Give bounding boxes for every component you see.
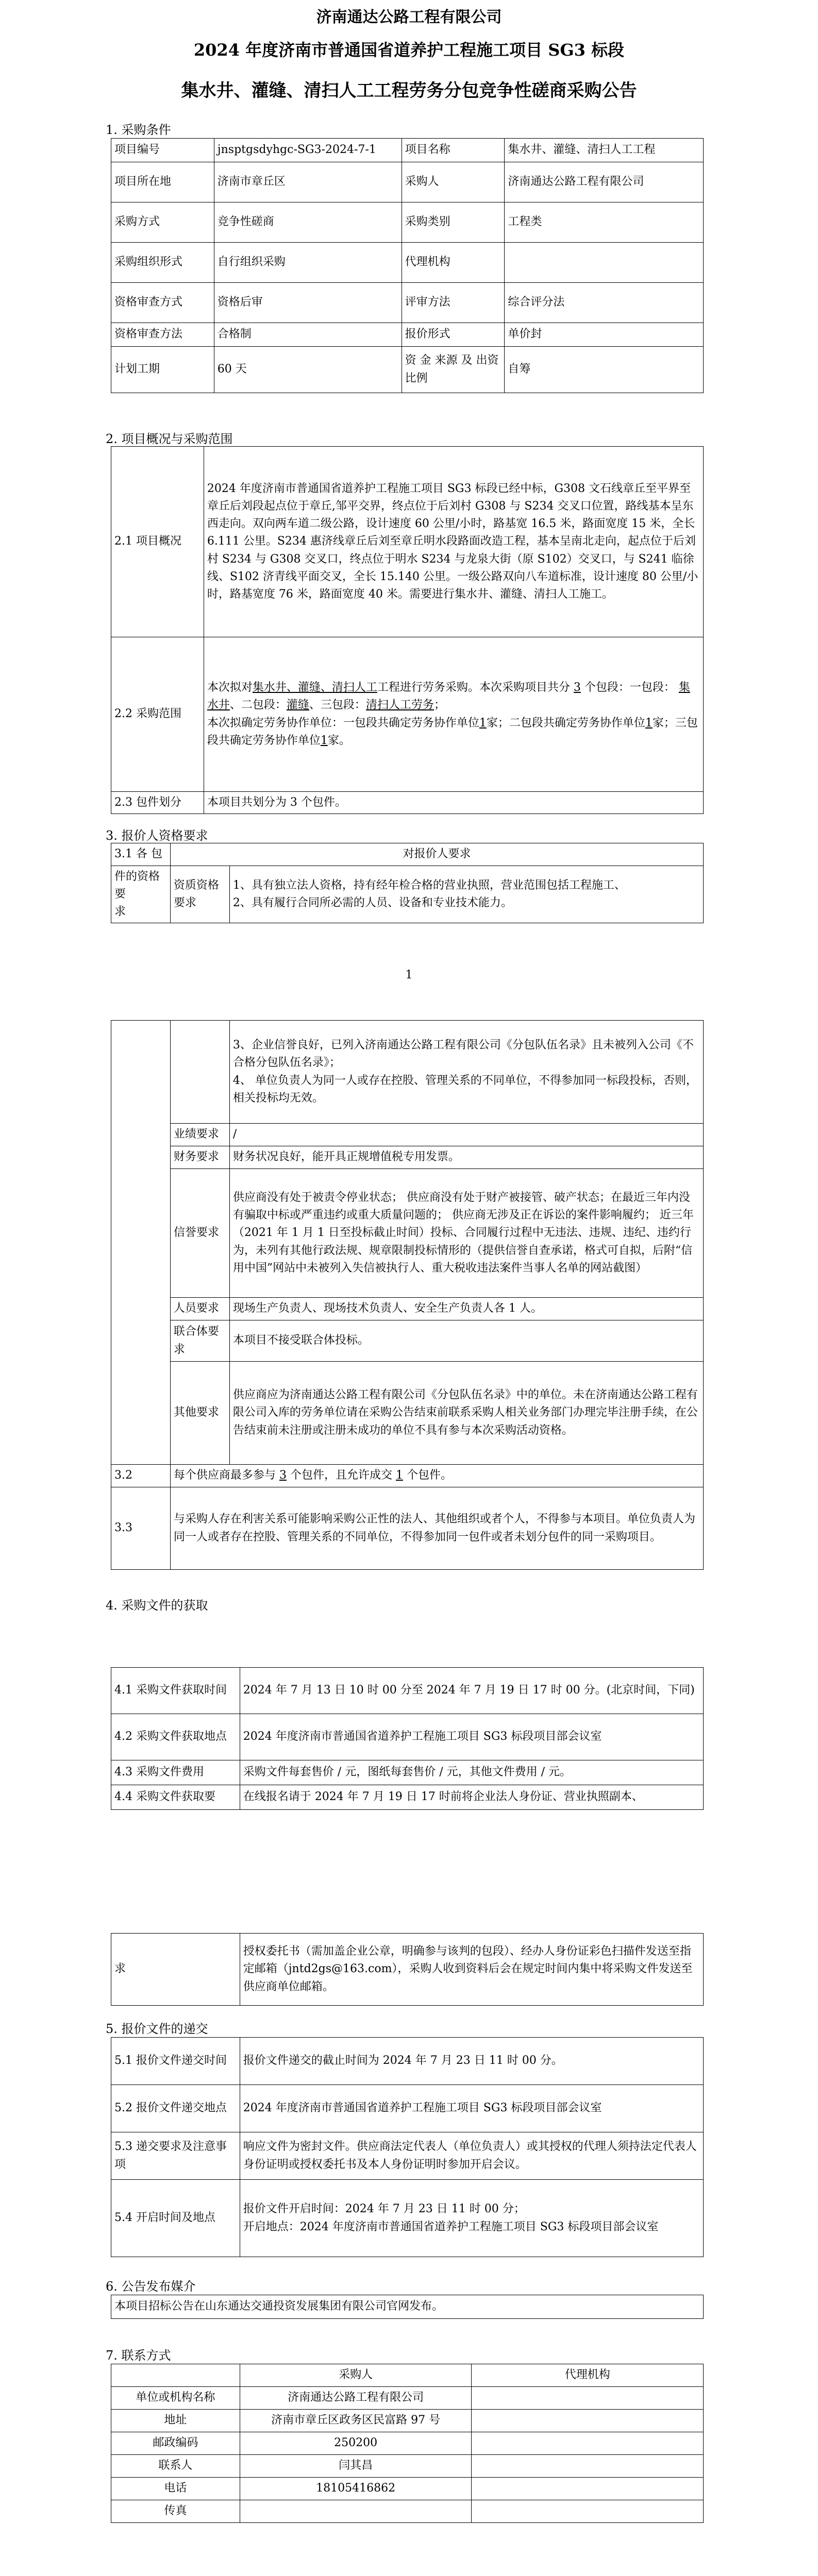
requirements-header: 对报价人要求 (170, 843, 703, 866)
contact-row (111, 2500, 704, 2523)
condition-row (111, 202, 704, 243)
c32-text: 每个供应商最多参与 3 个包件，且允许成交 1 个包件。 (170, 1465, 703, 1487)
contact-label: 单位或机构名称 (111, 2387, 240, 2410)
condition-label: 资 金 来源 及 出资比例 (402, 347, 505, 393)
other-text: 供应商应为济南通达公路工程有限公司《分包队伍名录》中的单位。未在济南通达公路工程有限公司入库的劳务单位请在采购公告结束前联系采购人相关业务部门办理完毕注册手续，在公告结束前未注册或注册未成功的单位不具有参与本次采购活动资格。 (229, 1362, 703, 1465)
consort-text: 本项目不接受联合体投标。 (229, 1320, 703, 1362)
section-2-heading: 2. 项目概况与采购范围 (106, 432, 233, 446)
condition-row (111, 243, 704, 283)
c31-label-b: 件的资格要 求 (111, 866, 171, 923)
contact-agent-value (472, 2410, 704, 2432)
r51-label: 5.1 报价文件递交时间 (111, 2038, 240, 2085)
contact-label: 联系人 (111, 2455, 240, 2478)
contact-row (111, 2410, 704, 2432)
publication-text: 本项目招标公告在山东通达交通投资发展集团有限公司官网发布。 (111, 2295, 704, 2319)
contact-buyer-value (240, 2500, 472, 2523)
r42-text: 2024 年度济南市普通国省道养护工程施工项目 SG3 标段项目部会议室 (240, 1714, 703, 1760)
overview-label: 2.1 项目概况 (111, 447, 204, 637)
overview-text: 2024 年度济南市普通国省道养护工程施工项目 SG3 标段已经中标，G308 文石线章丘至平界至章丘后刘段起点位于章丘,邹平交界，终点位于后刘村 G308 与 S234 交叉口位置，路线基本呈东西走向。双向两车道二级公路，设计速度 60 公里/小时，路基宽 16.5 米，路面宽度 15 米，全长 6.111 公里。S234 惠济线章丘后刘至章丘明水段路面改造工程，基本呈南北走向，起点位于后刘村 S234 与 G308 交叉口，终点位于明水 S234 与龙泉大街（原 S102）交叉口，与 S241 临徐线、S102 济青线平面交叉，全长 15.140 公里。一级公路双向八车道标准，设计速度 80 公里/小时，路基宽度 76 米，路面宽度 40 米。需要进行集水井、灌缝、清扫人工施工。 (204, 447, 703, 637)
section-7-heading: 7. 联系方式 (106, 2348, 171, 2363)
condition-value: 集水井、灌缝、清扫人工工程 (505, 139, 704, 162)
contact-table (111, 2364, 704, 2523)
page-number-1: 1 (405, 969, 413, 981)
c33-text: 与采购人存在利害关系可能影响采购公正性的法人、其他组织或者个人，不得参与本项目。单位负责人为同一人或者存在控股、管理关系的不同单位，不得参加同一包件或者未划分包件的同一采购项目。 (170, 1487, 703, 1570)
credit-text: 供应商没有处于被责令停业状态； 供应商没有处于财产被接管、破产状态；在最近三年内没有骗取中标或严重违约或重大质量问题的； 供应商无涉及正在诉讼的案件影响履约； 近三年（2021 年 1 月 1 日至投标截止时间）投标、合同履行过程中无违法、违规、违纪、违约行为，未列有其他行政法规、规章限制投标情形的（提供信誉自查承诺，格式可自拟，后附“信用中国”网站中未被列入失信被执行人、重大税收违法案件当事人名单的网站截图） (229, 1169, 703, 1298)
project-overview-table (111, 446, 704, 814)
contact-buyer-value: 闫其昌 (240, 2455, 472, 2478)
perf-label: 业绩要求 (170, 1124, 229, 1146)
r44-label: 4.4 采购文件获取要 (111, 1785, 240, 1810)
col-buyer: 采购人 (240, 2364, 472, 2387)
c33-label: 3.3 (111, 1487, 171, 1570)
contact-agent-value (472, 2387, 704, 2410)
contact-row (111, 2455, 704, 2478)
submission-table (111, 2037, 704, 2257)
other-label: 其他要求 (170, 1362, 229, 1465)
contact-label: 邮政编码 (111, 2432, 240, 2455)
division-label: 2.3 包件划分 (111, 792, 204, 814)
condition-label: 资格审查方式 (111, 283, 214, 323)
condition-row (111, 139, 704, 162)
condition-value: 综合评分法 (505, 283, 704, 323)
staff-label: 人员要求 (170, 1298, 229, 1320)
fin-text: 财务状况良好，能开具正规增值税专用发票。 (229, 1146, 703, 1169)
perf-text: / (229, 1124, 703, 1146)
r44-text: 在线报名请于 2024 年 7 月 19 日 17 时前将企业法人身份证、营业执照副本、 (240, 1785, 703, 1810)
section-5-heading: 5. 报价文件的递交 (106, 2022, 208, 2036)
c31-label-a: 3.1 各 包 (111, 843, 171, 866)
r44-label-b: 求 (111, 1934, 240, 2006)
scope-label: 2.2 采购范围 (111, 637, 204, 792)
contact-buyer-value: 18105416862 (240, 2478, 472, 2500)
section-3-heading: 3. 报价人资格要求 (106, 828, 208, 843)
condition-label: 项目编号 (111, 139, 214, 162)
contact-buyer-value: 济南通达公路工程有限公司 (240, 2387, 472, 2410)
condition-value: jnsptgsdyhgc-SG3-2024-7-1 (214, 139, 402, 162)
condition-label: 资格审查方法 (111, 323, 214, 347)
qual-text-part2: 3、企业信誉良好，已列入济南通达公路工程有限公司《分包队伍名录》且未被列入公司《不合格分包队伍名录》； 4、 单位负责人为同一人或存在控股、管理关系的不同单位，不得参加同一标段投标，否则，相关投标均无效。 (229, 1021, 703, 1124)
condition-row (111, 283, 704, 323)
condition-label: 采购方式 (111, 202, 214, 243)
r41-label: 4.1 采购文件获取时间 (111, 1668, 240, 1714)
condition-label: 计划工期 (111, 347, 214, 393)
contact-label: 电话 (111, 2478, 240, 2500)
contact-buyer-value: 250200 (240, 2432, 472, 2455)
condition-label: 采购人 (402, 162, 505, 202)
division-text: 本项目共划分为 3 个包件。 (204, 792, 703, 814)
procurement-docs-table-cont (111, 1933, 704, 2006)
section-6-heading: 6. 公告发布媒介 (106, 2279, 196, 2294)
condition-value: 自行组织采购 (214, 243, 402, 283)
r52-label: 5.2 报价文件递交地点 (111, 2085, 240, 2132)
condition-label: 项目名称 (402, 139, 505, 162)
condition-label: 项目所在地 (111, 162, 214, 202)
r54-label: 5.4 开启时间及地点 (111, 2180, 240, 2257)
condition-label: 采购类别 (402, 202, 505, 243)
document-subtitle: 集水井、灌缝、清扫人工工程劳务分包竞争性磋商采购公告 (181, 80, 637, 101)
condition-value: 自筹 (505, 347, 704, 393)
document-title: 2024 年度济南市普通国省道养护工程施工项目 SG3 标段 (193, 40, 625, 60)
r53-text: 响应文件为密封文件。供应商法定代表人（单位负责人）或其授权的代理人须持法定代表人身份证明或授权委托书及本人身份证明时参加开启会议。 (240, 2132, 703, 2180)
procurement-docs-table (111, 1667, 704, 1810)
condition-value: 资格后审 (214, 283, 402, 323)
procurement-conditions-table (111, 138, 704, 393)
contact-agent-value (472, 2478, 704, 2500)
section-1-heading: 1. 采购条件 (106, 123, 171, 137)
contact-label: 传真 (111, 2500, 240, 2523)
r53-label: 5.3 递交要求及注意事项 (111, 2132, 240, 2180)
section-4-heading: 4. 采购文件的获取 (106, 1598, 208, 1613)
scope-text: 本次拟对集水井、灌缝、清扫人工工程进行劳务采购。本次采购项目共分 3 个包段：一包段： 集水井、二包段：灌缝、三包段：清扫人工劳务； 本次拟确定劳务协作单位：一包段共确定劳务协作单位1家；二包段共确定劳务协作单位1家；三包段共确定劳务协作单位1家。 (204, 637, 703, 792)
fin-label: 财务要求 (170, 1146, 229, 1169)
contact-buyer-value: 济南市章丘区政务区民富路 97 号 (240, 2410, 472, 2432)
qualification-table-part1 (111, 843, 704, 923)
condition-label: 代理机构 (402, 243, 505, 283)
condition-value (505, 243, 704, 283)
contact-agent-value (472, 2455, 704, 2478)
col-agent: 代理机构 (472, 2364, 704, 2387)
contact-agent-value (472, 2432, 704, 2455)
condition-value: 竞争性磋商 (214, 202, 402, 243)
condition-value: 济南市章丘区 (214, 162, 402, 202)
publication-table (111, 2295, 704, 2319)
r41-text: 2024 年 7 月 13 日 10 时 00 分至 2024 年 7 月 19 日 17 时 00 分。(北京时间，下同) (240, 1668, 703, 1714)
company-name: 济南通达公路工程有限公司 (316, 8, 502, 26)
condition-label: 报价形式 (402, 323, 505, 347)
qualification-table-part2 (111, 1020, 704, 1570)
contact-label: 地址 (111, 2410, 240, 2432)
condition-row (111, 323, 704, 347)
contact-row (111, 2432, 704, 2455)
condition-value: 单价封 (505, 323, 704, 347)
condition-label: 采购组织形式 (111, 243, 214, 283)
qual-text-part1: 1、具有独立法人资格，持有经年检合格的营业执照，营业范围包括工程施工、 2、具有履行合同所必需的人员、设备和专业技术能力。 (229, 866, 703, 923)
credit-label: 信誉要求 (170, 1169, 229, 1298)
condition-row (111, 347, 704, 393)
qual-label: 资质资格要求 (170, 866, 229, 923)
r43-text: 采购文件每套售价 / 元，图纸每套售价 / 元，其他文件费用 / 元。 (240, 1760, 703, 1785)
condition-label: 评审方法 (402, 283, 505, 323)
condition-row (111, 162, 704, 202)
condition-value: 60 天 (214, 347, 402, 393)
staff-text: 现场生产负责人、现场技术负责人、安全生产负责人各 1 人。 (229, 1298, 703, 1320)
contact-agent-value (472, 2500, 704, 2523)
consort-label: 联合体要求 (170, 1320, 229, 1362)
contact-row (111, 2387, 704, 2410)
r44-text-b: 授权委托书（需加盖企业公章，明确参与该判的包段）、经办人身份证彩色扫描件发送至指定邮箱（jntd2gs@163.com），采购人收到资料后会在规定时间内集中将采购文件发送至供应商单位邮箱。 (240, 1934, 703, 2006)
r51-text: 报价文件递交的截止时间为 2024 年 7 月 23 日 11 时 00 分。 (240, 2038, 703, 2085)
r54-text: 报价文件开启时间：2024 年 7 月 23 日 11 时 00 分； 开启地点：2024 年度济南市普通国省道养护工程施工项目 SG3 标段项目部会议室 (240, 2180, 703, 2257)
r43-label: 4.3 采购文件费用 (111, 1760, 240, 1785)
c32-label: 3.2 (111, 1465, 171, 1487)
r42-label: 4.2 采购文件获取地点 (111, 1714, 240, 1760)
condition-value: 工程类 (505, 202, 704, 243)
condition-value: 合格制 (214, 323, 402, 347)
r52-text: 2024 年度济南市普通国省道养护工程施工项目 SG3 标段项目部会议室 (240, 2085, 703, 2132)
contact-row (111, 2478, 704, 2500)
condition-value: 济南通达公路工程有限公司 (505, 162, 704, 202)
